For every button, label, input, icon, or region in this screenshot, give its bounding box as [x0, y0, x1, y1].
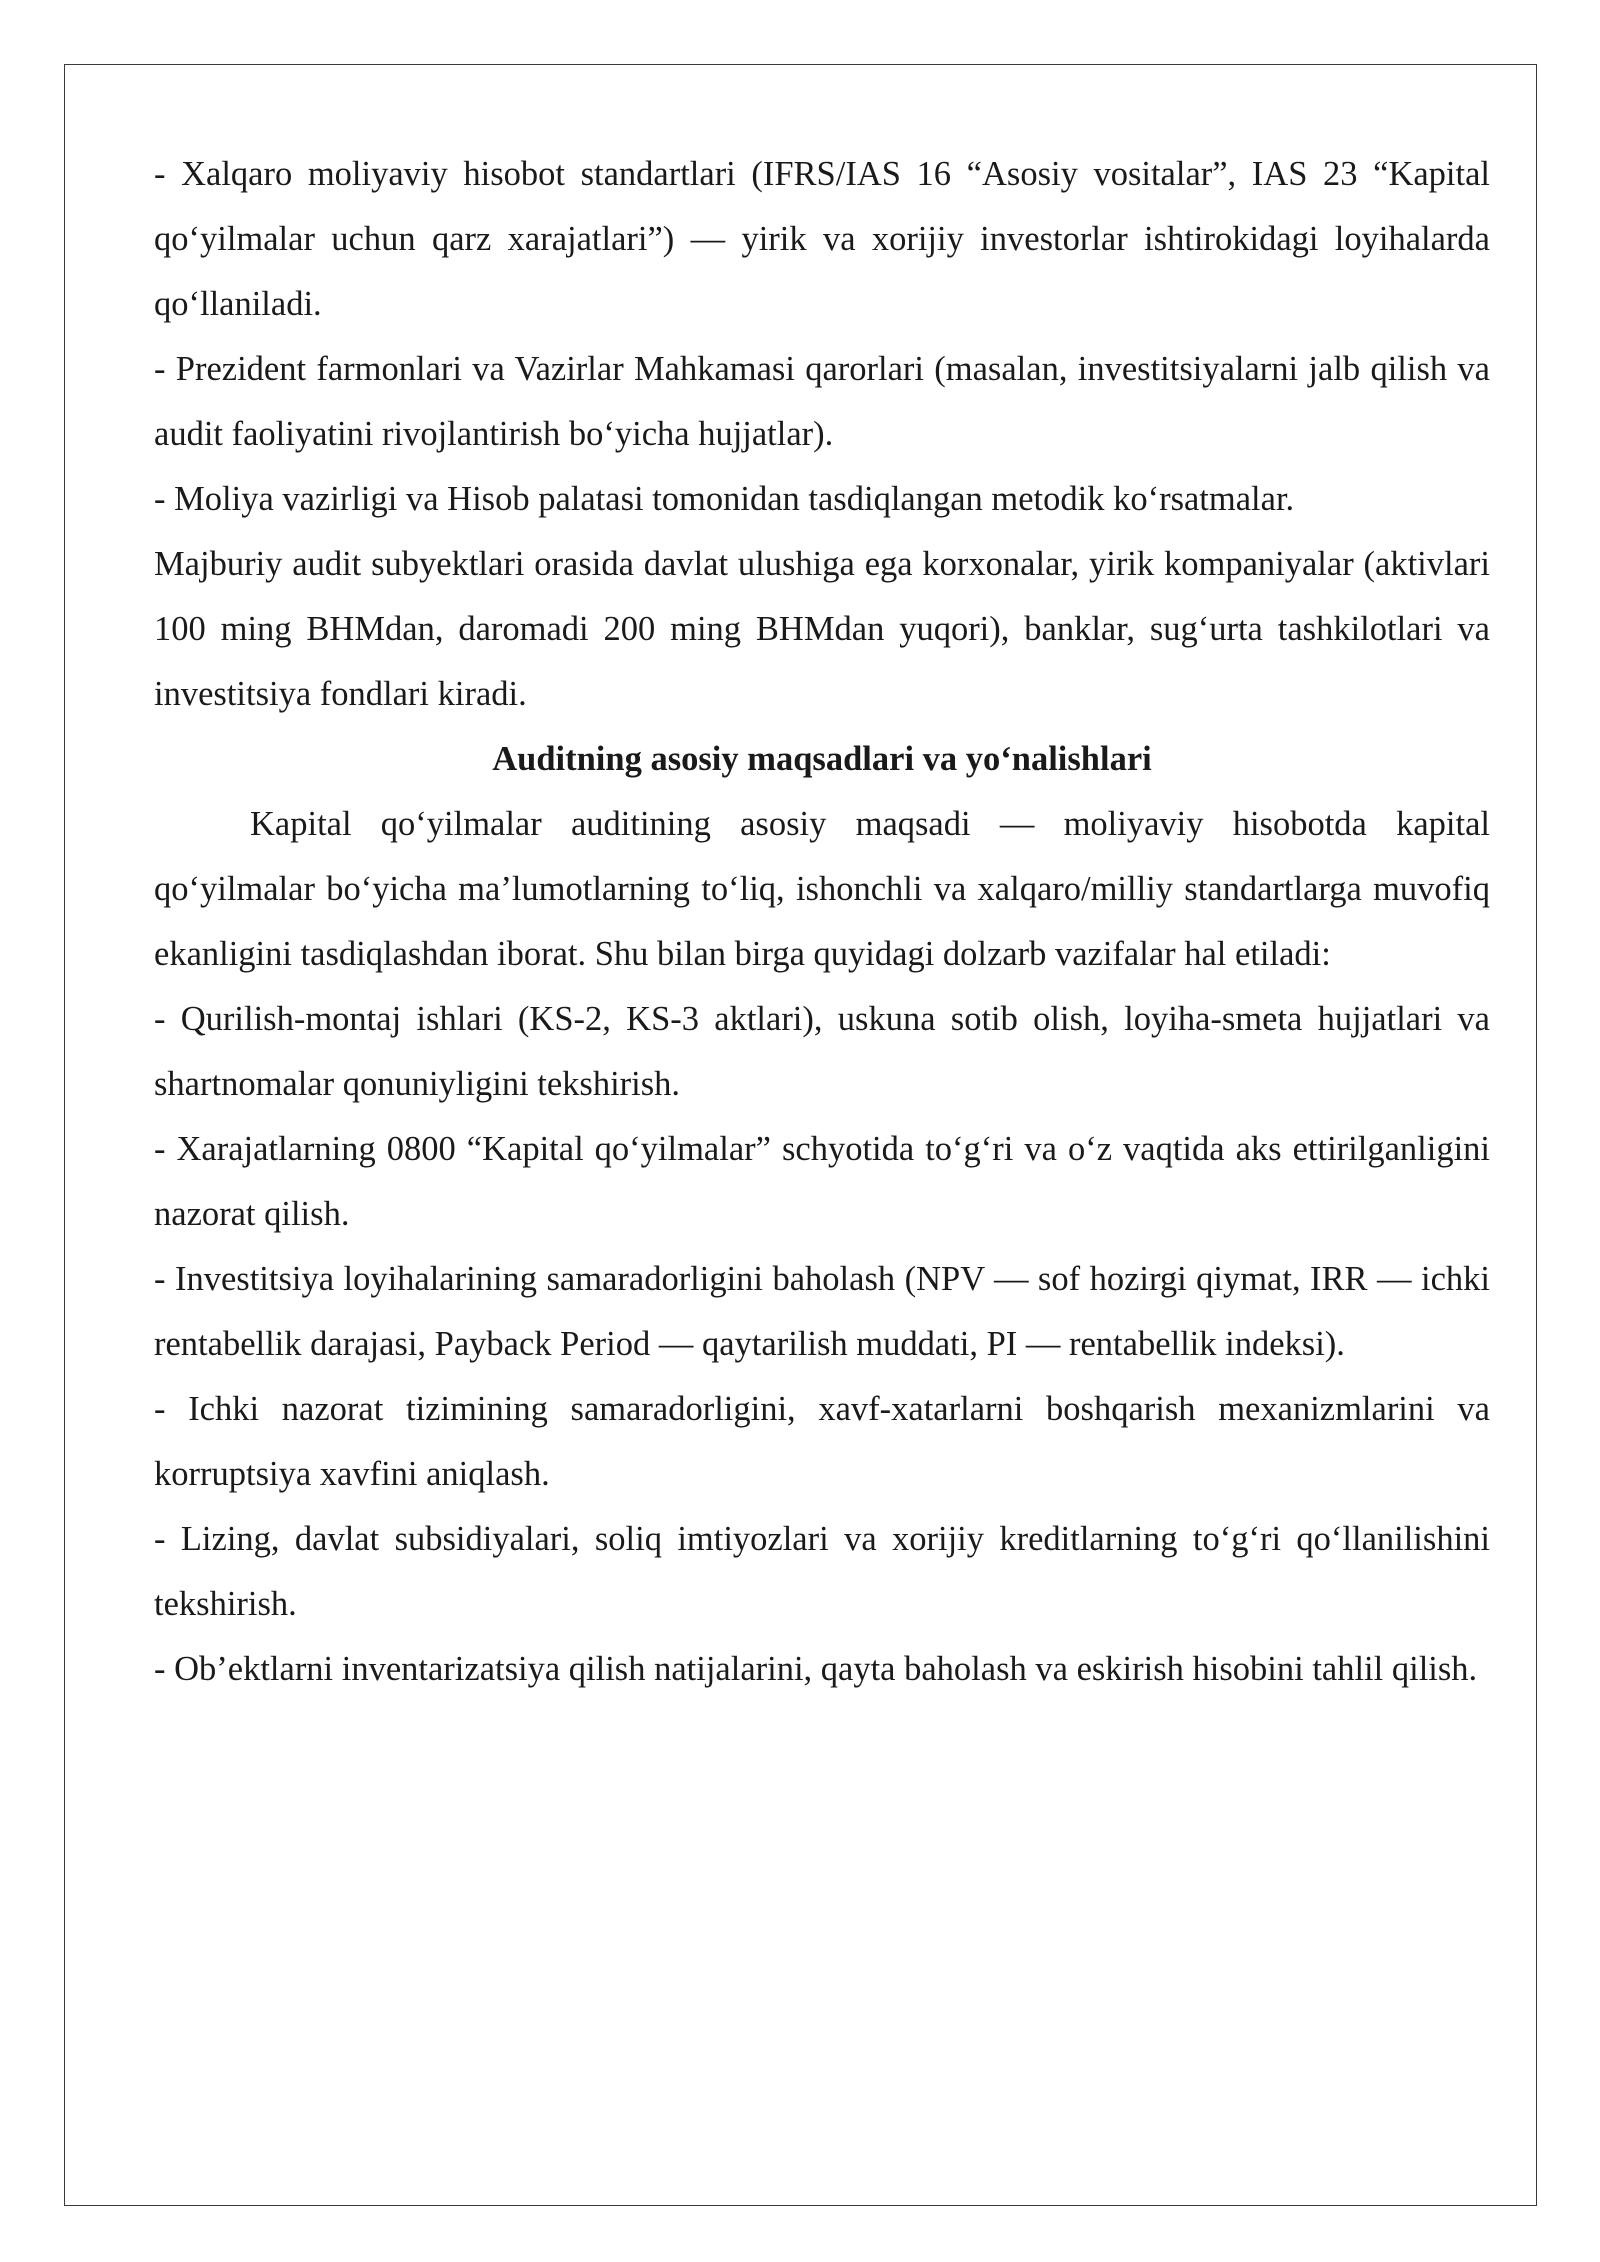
task-item: - Investitsiya loyihalarining samaradorligini baholash (NPV — sof hozirgi qiymat, IRR — ichki rentabellik darajasi, Payback Period — qaytarilish muddati, PI — rentabellik indeksi). [154, 1260, 1490, 1363]
task-item: - Xarajatlarning 0800 “Kapital qo‘yilmalar” schyotida to‘g‘ri va o‘z vaqtida aks ettirilganligini nazorat qilish. [154, 1130, 1490, 1233]
section-heading: Auditning asosiy maqsadlari va yo‘nalishlari [492, 740, 1152, 778]
intro-paragraph: Kapital qo‘yilmalar auditining asosiy maqsadi — moliyaviy hisobotda kapital qo‘yilmalar bo‘yicha ma’lumotlarning to‘liq, ishonchli va xalqaro/milliy standartlarga muvofiq ekanligini tasdiqlashdan iborat. Shu bilan birga quyidagi dolzarb vazifalar hal etiladi: [154, 805, 1490, 973]
task-item: - Ob’ektlarni inventarizatsiya qilish natijalarini, qayta baholash va eskirish hisobini tahlil qilish. [154, 1650, 1478, 1688]
paragraph-presidential-decrees: - Prezident farmonlari va Vazirlar Mahkamasi qarorlari (masalan, investitsiyalarni jalb qilish va audit faoliyatini rivojlantirish bo‘yicha hujjatlar). [154, 350, 1490, 453]
task-item: - Ichki nazorat tizimining samaradorligini, xavf-xatarlarni boshqarish mexanizmlarini va korruptsiya xavfini aniqlash. [154, 1390, 1490, 1493]
task-item: - Qurilish-montaj ishlari (KS-2, KS-3 aktlari), uskuna sotib olish, loyiha-smeta hujjatlari va shartnomalar qonuniyligini tekshirish. [154, 1000, 1490, 1103]
task-item: - Lizing, davlat subsidiyalari, soliq imtiyozlari va xorijiy kreditlarning to‘g‘ri qo‘llanilishini tekshirish. [154, 1520, 1490, 1623]
paragraph-ifrs-standards: - Xalqaro moliyaviy hisobot standartlari (IFRS/IAS 16 “Asosiy vositalar”, IAS 23 “Kapital qo‘yilmalar uchun qarz xarajatlari”) — yirik va xorijiy investorlar ishtirokidagi loyihalarda qo‘llaniladi. [154, 155, 1490, 323]
paragraph-ministry-guidelines: - Moliya vazirligi va Hisob palatasi tomonidan tasdiqlangan metodik ko‘rsatmalar. [154, 480, 1295, 518]
document-body [154, 142, 1490, 1702]
paragraph-mandatory-audit-subjects: Majburiy audit subyektlari orasida davlat ulushiga ega korxonalar, yirik kompaniyalar (aktivlari 100 ming BHMdan, daromadi 200 ming BHMdan yuqori), banklar, sug‘urta tashkilotlari va investitsiya fondlari kiradi. [154, 545, 1490, 713]
